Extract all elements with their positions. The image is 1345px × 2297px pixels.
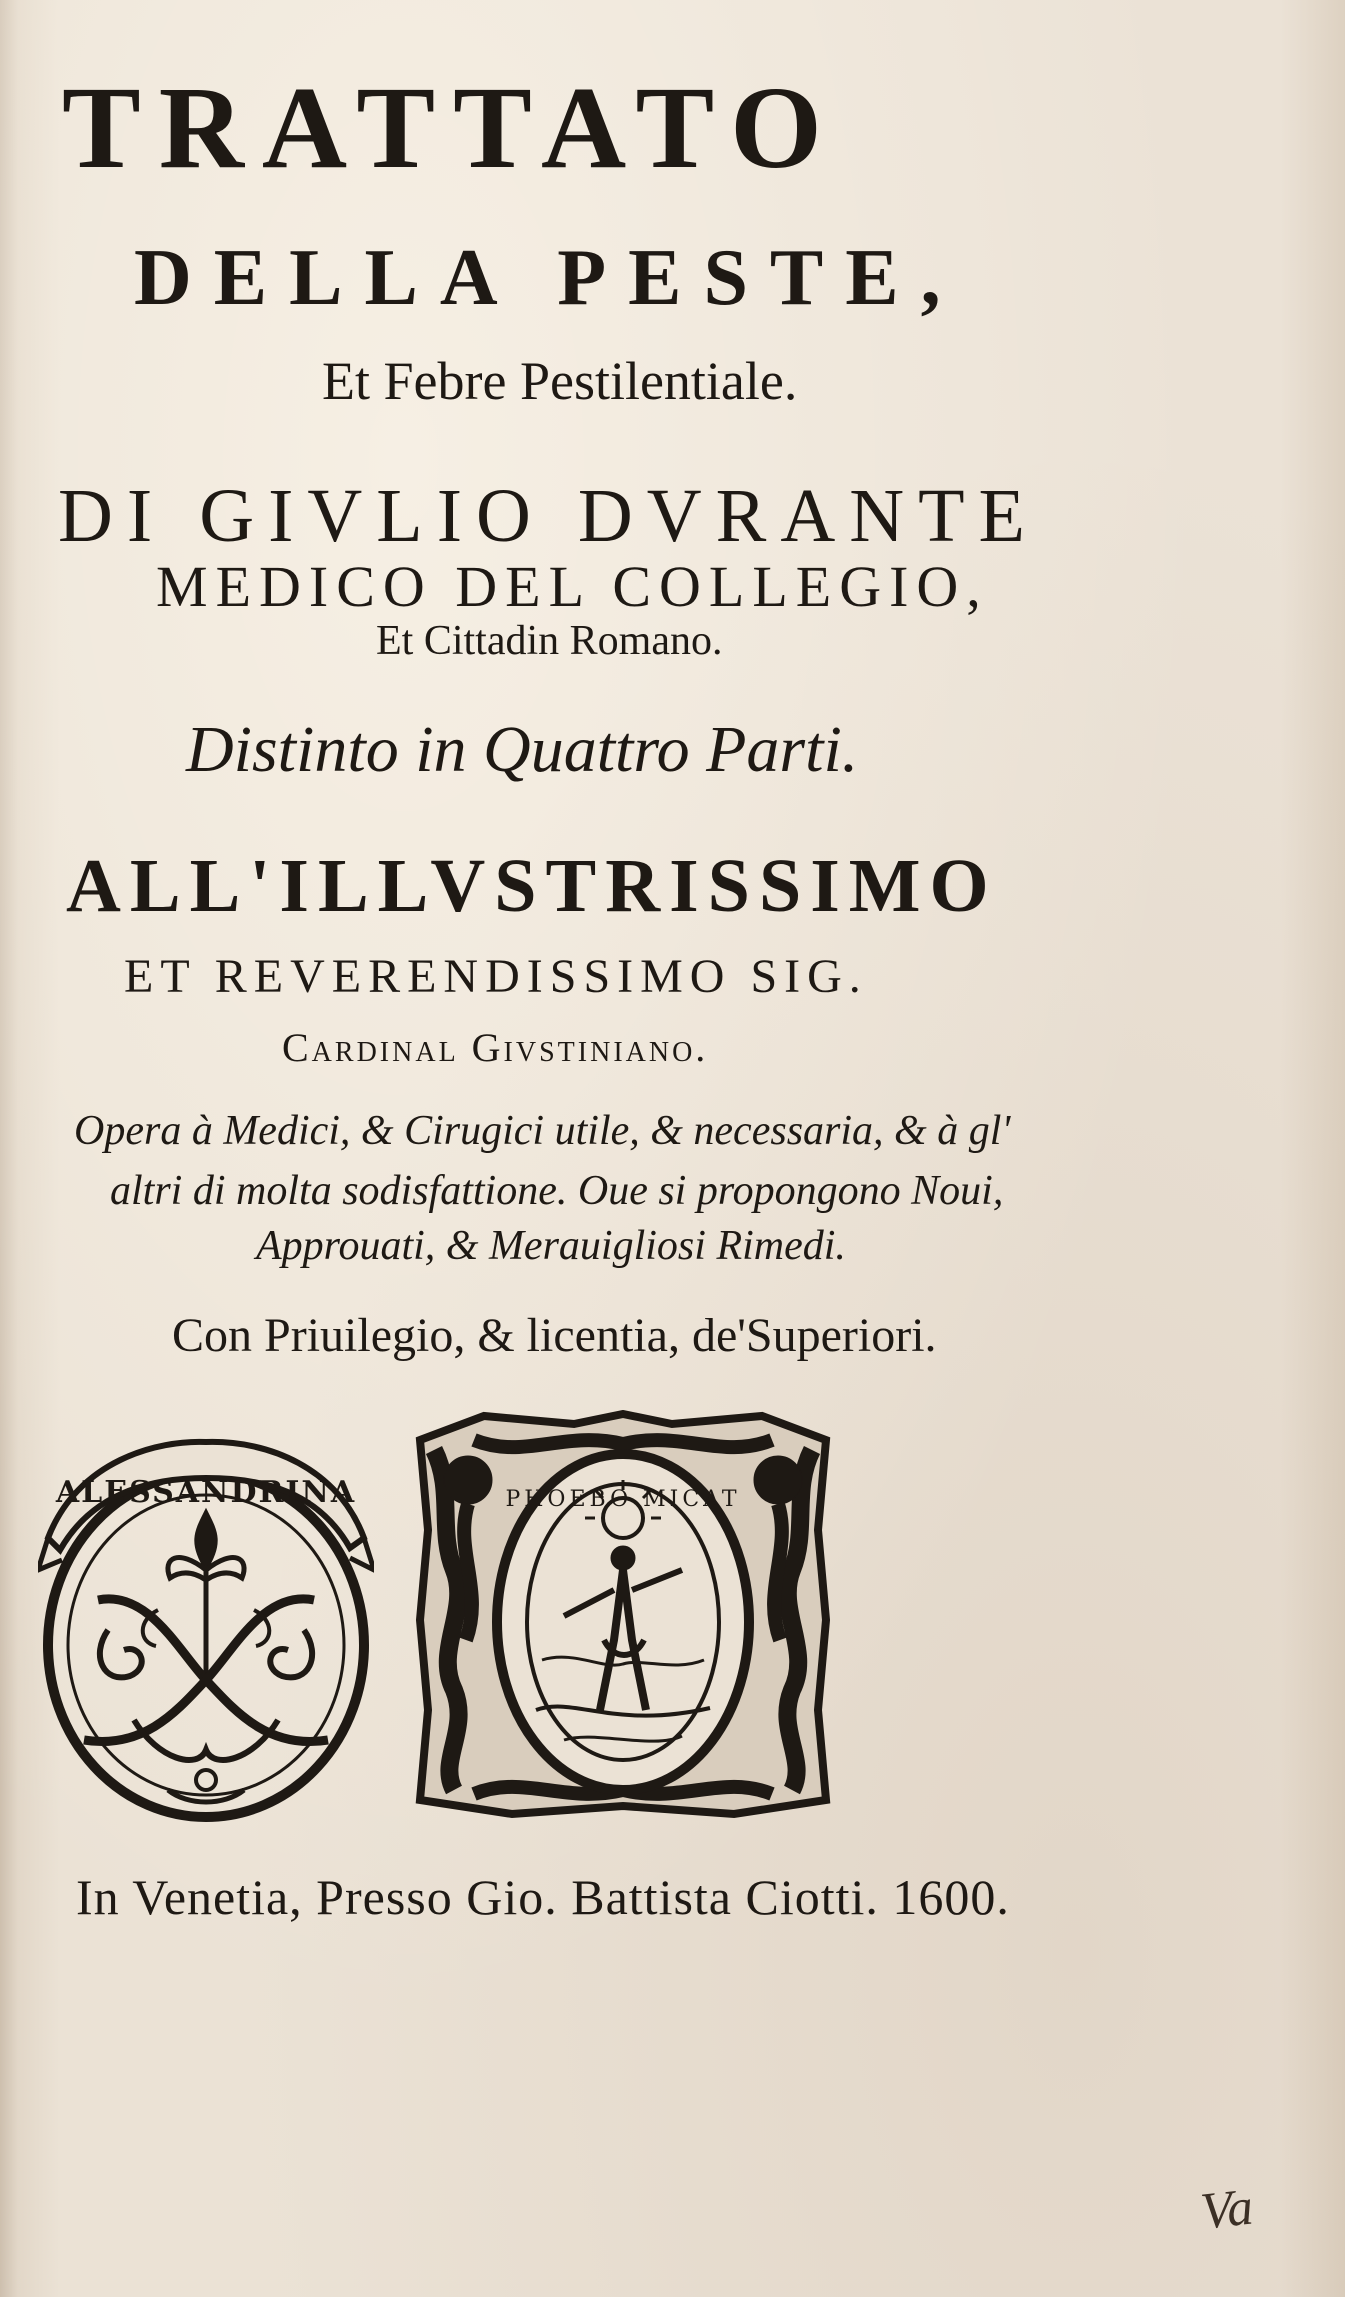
subtitle-line-2: Et Febre Pestilentiale.	[322, 351, 798, 411]
handwritten-mark: Va	[1198, 2178, 1256, 2241]
dedication-line-3: Cardinal Givstiniano.	[282, 1025, 709, 1070]
dedication-line-1: ALL'ILLVSTRISSIMO	[66, 844, 998, 928]
author-title: MEDICO DEL COLLEGIO,	[156, 554, 989, 619]
author-city: Et Cittadin Romano.	[376, 618, 723, 664]
author-line: DI GIVLIO DVRANTE	[58, 474, 1039, 558]
privilege-line: Con Priuilegio, & licentia, de'Superiori.	[172, 1309, 937, 1362]
description-line-1: Opera à Medici, & Cirugici utile, & necessaria, & à gl'	[74, 1108, 1011, 1154]
stamp-text: ALESSANDRINA	[55, 1475, 357, 1510]
library-stamp-icon	[38, 1420, 374, 1830]
description-line-3: Approuati, & Merauigliosi Rimedi.	[256, 1223, 846, 1269]
device-motto: PHOEBO MICAT	[505, 1487, 741, 1512]
subtitle-line-1: DELLA PESTE,	[134, 234, 963, 322]
division-line: Distinto in Quattro Parti.	[186, 713, 859, 786]
imprint-line: In Venetia, Presso Gio. Battista Ciotti. 1600.	[76, 1869, 1010, 1925]
book-title: TRATTATO	[62, 62, 840, 193]
dedication-line-2: ET REVERENDISSIMO SIG.	[124, 950, 868, 1003]
printers-device-icon	[414, 1410, 832, 1820]
description-line-2: altri di molta sodisfattione. Oue si propongono Noui,	[110, 1168, 1004, 1214]
